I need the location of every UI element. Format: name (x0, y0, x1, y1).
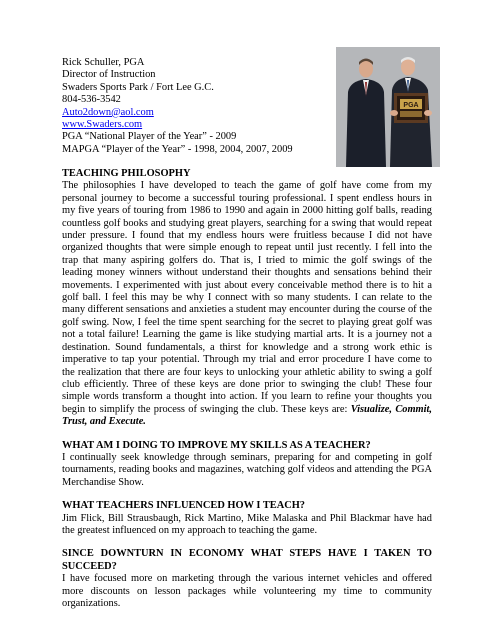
award-national: PGA “National Player of the Year” - 2009 (62, 131, 237, 143)
improve-heading: WHAT AM I DOING TO IMPROVE MY SKILLS AS A TEACHER? (62, 439, 371, 451)
award-photo-illustration (336, 47, 440, 167)
contact-title: Director of Instruction (62, 69, 156, 81)
improve-text: I continually seek knowledge through seminars, preparing for and competing in golf tournaments, reading books and magazines, watching golf videos and attending the PGA Merchandise Show. (62, 451, 432, 488)
contact-name: Rick Schuller, PGA (62, 57, 145, 68)
downturn-text: I have focused more on marketing through the various internet vehicles and offered more discounts on lesson packages while volunteering my time to community organizations. (62, 573, 432, 609)
contact-location: Swaders Sports Park / Fort Lee G.C. (62, 81, 214, 93)
philosophy-body: The philosophies I have developed to teach the game of golf have come from my personal journey to become a successful touring professional. I spent endless hours in my five years of touring from 1986 to 1990 and again in 2000 hitting golf balls, reading countless golf books and studying great players, searching for a swing that would repeat under pressure. I found that my endless hours were fruitless because I did not have organized thoughts that were simple enough to repeat until just recently. I fell into the trap that many aspiring golfers do. That is, I tried to mimic the golf swings of the leading money winners without understand their thoughts and sensations behind their movements. I experimented with just about every conceivable method there is to hit a golf ball. I feel this may be why I connect with so many students. I can relate to the many different sensations and anxieties a student may encounter during the course of the golf swing. Now, I feel the time spent searching for the secret to playing great golf was not a total failure! Learning the game is like studying martial arts. It is a journey not a destination. Sound fundamentals, a thirst for knowledge and a strong work ethic is imperative to tap your potential. Through my trial and error procedure I have come to the realization that there are four keys to unlocking your athletic ability to swing a golf club efficiently. Three of these keys are done prior to swinging the club! These four simple words transform a thought into action. If you learn to refine your thoughts you begin to simplify the process of swinging the club. These keys are: (62, 180, 432, 415)
influences-heading: WHAT TEACHERS INFLUENCED HOW I TEACH? (62, 500, 305, 512)
contact-block (62, 57, 322, 156)
philosophy-keys: Visualize, Commit, Trust, and Execute. (62, 403, 432, 428)
contact-phone: 804-536-3542 (62, 94, 121, 106)
influences-text: Jim Flick, Bill Strausbaugh, Rick Martino, Mike Malaska and Phil Blackmar have had the greatest influenced on my approach to teaching the game. (62, 512, 432, 536)
plaque-text: PGA (403, 102, 419, 109)
philosophy-text (62, 180, 432, 428)
downturn-heading: SINCE DOWNTURN IN ECONOMY WHAT STEPS HAVE I TAKEN TO SUCCEED? (62, 548, 432, 572)
website-link[interactable]: www.Swaders.com (62, 119, 143, 131)
philosophy-heading: TEACHING PHILOSOPHY (62, 168, 191, 179)
award-mapga: MAPGA “Player of the Year” - 1998, 2004, 2007, 2009 (62, 143, 293, 155)
award-photo (336, 47, 440, 167)
body-text (62, 168, 432, 610)
email-link[interactable]: Auto2down@aol.com (62, 106, 154, 118)
